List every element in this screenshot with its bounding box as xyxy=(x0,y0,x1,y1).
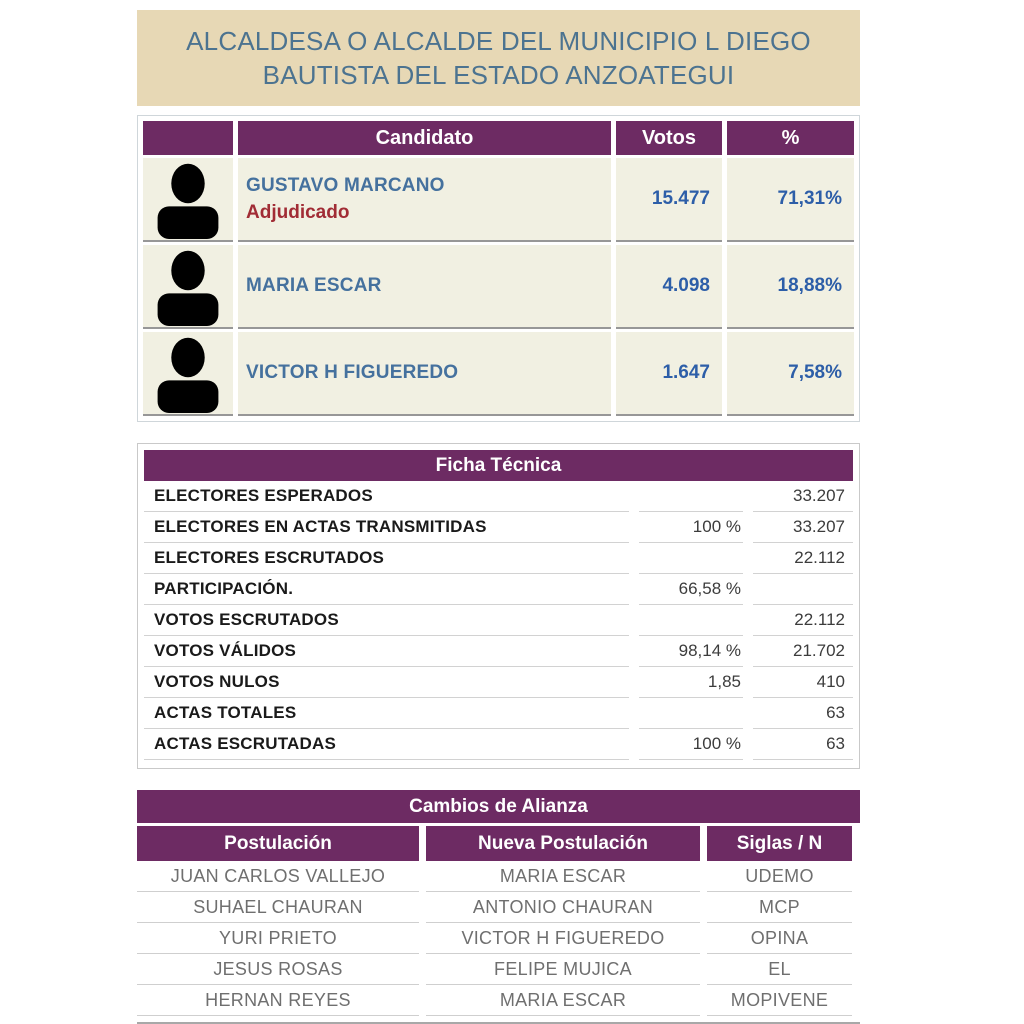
ficha-percent xyxy=(639,543,743,574)
cambios-cell-siglas: MCP xyxy=(707,892,852,923)
ficha-tecnica-title: Ficha Técnica xyxy=(144,450,853,481)
cambios-cell-nueva: VICTOR H FIGUEREDO xyxy=(426,923,700,954)
cambios-header-siglas: Siglas / N xyxy=(707,826,852,861)
content-area xyxy=(137,0,860,1024)
ficha-row xyxy=(144,574,853,605)
cambios-cell-postulacion: HERNAN REYES xyxy=(137,985,419,1016)
results-header-percent: % xyxy=(727,121,854,155)
cambios-cell-postulacion: JUAN CARLOS VALLEJO xyxy=(137,861,419,892)
ficha-value: 63 xyxy=(753,698,853,729)
candidate-percent: 7,58% xyxy=(727,332,854,416)
ficha-row xyxy=(144,605,853,636)
ficha-row xyxy=(144,543,853,574)
results-table xyxy=(137,115,860,422)
cambios-title: Cambios de Alianza xyxy=(137,790,860,823)
ficha-percent xyxy=(639,481,743,512)
candidate-status-badge: Adjudicado xyxy=(246,201,350,223)
cambios-cell-nueva: FELIPE MUJICA xyxy=(426,954,700,985)
cambios-cell-nueva: MARIA ESCAR xyxy=(426,985,700,1016)
ficha-percent: 98,14 % xyxy=(639,636,743,667)
ficha-value: 33.207 xyxy=(753,481,853,512)
ficha-label: PARTICIPACIÓN. xyxy=(144,574,629,605)
ficha-label: VOTOS ESCRUTADOS xyxy=(144,605,629,636)
candidate-name: MARIA ESCAR xyxy=(246,275,382,296)
page-title: ALCALDESA O ALCALDE DEL MUNICIPIO L DIEGO BAUTISTA DEL ESTADO ANZOATEGUI xyxy=(186,26,811,90)
candidate-row xyxy=(143,332,233,416)
cambios-cell-siglas: OPINA xyxy=(707,923,852,954)
cambios-cell-postulacion: JESUS ROSAS xyxy=(137,954,419,985)
ficha-label: ACTAS TOTALES xyxy=(144,698,629,729)
cambios-cell-nueva: MARIA ESCAR xyxy=(426,861,700,892)
candidate-row xyxy=(143,245,233,329)
results-header-photo xyxy=(143,121,233,155)
ficha-percent: 1,85 xyxy=(639,667,743,698)
cambios-cell-siglas: UDEMO xyxy=(707,861,852,892)
person-silhouette-icon xyxy=(150,336,226,414)
ficha-percent xyxy=(639,605,743,636)
candidate-info-cell xyxy=(238,332,611,416)
candidate-votes: 1.647 xyxy=(616,332,722,416)
cambios-header-postulacion: Postulación xyxy=(137,826,419,861)
candidate-name: GUSTAVO MARCANO xyxy=(246,174,445,196)
election-title-banner xyxy=(137,10,860,106)
cambios-cell-nueva: ANTONIO CHAURAN xyxy=(426,892,700,923)
ficha-label: VOTOS VÁLIDOS xyxy=(144,636,629,667)
person-silhouette-icon xyxy=(150,162,226,240)
ficha-row xyxy=(144,636,853,667)
cambios-cell-siglas: MOPIVENE xyxy=(707,985,852,1016)
cambios-de-alianza-table xyxy=(137,790,860,1024)
ficha-value: 22.112 xyxy=(753,543,853,574)
results-header-votos: Votos xyxy=(616,121,722,155)
ficha-value: 410 xyxy=(753,667,853,698)
candidate-name: VICTOR H FIGUEREDO xyxy=(246,362,459,383)
ficha-label: VOTOS NULOS xyxy=(144,667,629,698)
ficha-row xyxy=(144,729,853,760)
ficha-row xyxy=(144,512,853,543)
ficha-label: ELECTORES ESCRUTADOS xyxy=(144,543,629,574)
ficha-percent xyxy=(639,698,743,729)
ficha-row xyxy=(144,698,853,729)
ficha-value: 21.702 xyxy=(753,636,853,667)
cambios-cell-postulacion: SUHAEL CHAURAN xyxy=(137,892,419,923)
ficha-percent: 100 % xyxy=(639,512,743,543)
ficha-value: 63 xyxy=(753,729,853,760)
candidate-info-cell xyxy=(238,158,611,242)
candidate-info-cell xyxy=(238,245,611,329)
cambios-cell-siglas: EL xyxy=(707,954,852,985)
ficha-value xyxy=(753,574,853,605)
ficha-value: 33.207 xyxy=(753,512,853,543)
ficha-tecnica-panel xyxy=(137,443,860,769)
ficha-label: ACTAS ESCRUTADAS xyxy=(144,729,629,760)
candidate-percent: 71,31% xyxy=(727,158,854,242)
cambios-header-nueva-postulacion: Nueva Postulación xyxy=(426,826,700,861)
ficha-row xyxy=(144,481,853,512)
ficha-percent: 66,58 % xyxy=(639,574,743,605)
results-header-candidato: Candidato xyxy=(238,121,611,155)
candidate-percent: 18,88% xyxy=(727,245,854,329)
person-silhouette-icon xyxy=(150,249,226,327)
candidate-votes: 15.477 xyxy=(616,158,722,242)
ficha-label: ELECTORES EN ACTAS TRANSMITIDAS xyxy=(144,512,629,543)
candidate-votes: 4.098 xyxy=(616,245,722,329)
cambios-cell-postulacion: YURI PRIETO xyxy=(137,923,419,954)
ficha-value: 22.112 xyxy=(753,605,853,636)
ficha-percent: 100 % xyxy=(639,729,743,760)
ficha-row xyxy=(144,667,853,698)
candidate-row xyxy=(143,158,233,242)
ficha-label: ELECTORES ESPERADOS xyxy=(144,481,629,512)
